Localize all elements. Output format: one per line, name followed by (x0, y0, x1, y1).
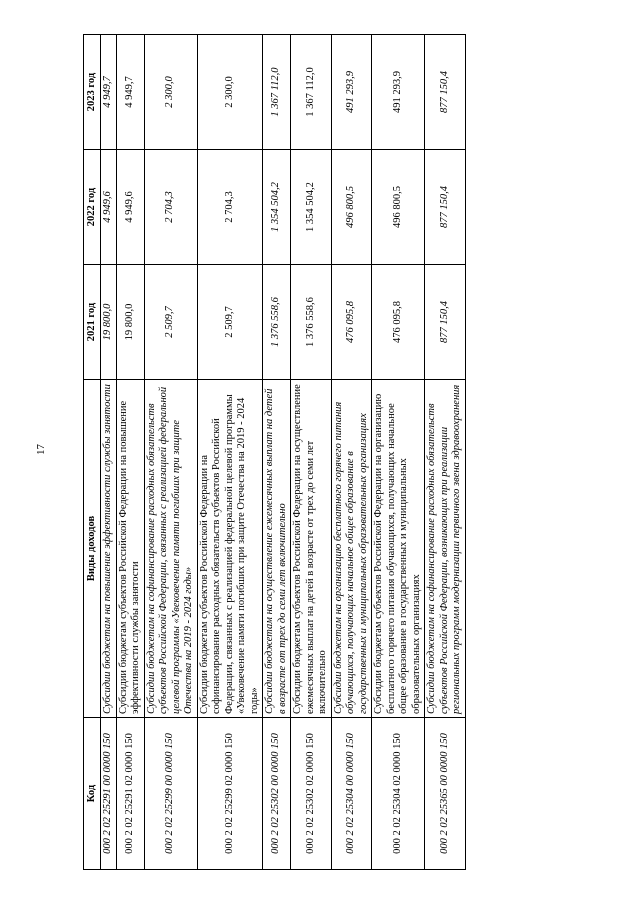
row-name: Субсидии бюджетам на организацию бесплатного горячего питания обучающихся, получающих начальное общее образование в государственных и муниципальных образовательных организациях (331, 380, 372, 718)
row-2022: 4 949,6 (101, 150, 117, 265)
row-2023: 491 293,9 (331, 35, 372, 150)
row-2022: 496 800,5 (372, 150, 425, 265)
header-code: Код (84, 718, 101, 870)
table-row (291, 35, 332, 870)
row-2023: 1 367 112,0 (291, 35, 332, 150)
row-code: 000 2 02 25299 02 0000 150 (197, 718, 263, 870)
row-name: Субсидии бюджетам на софинансирование расходных обязательств субъектов Российской Федерации, связанных с реализацией федеральной целевой программы «Увековечение памяти погибших при защите Отечества на 2019 - 2024 годы» (144, 380, 197, 718)
row-2021: 2 509,7 (144, 265, 197, 380)
page-number: 17 (35, 444, 47, 455)
table-row (144, 35, 197, 870)
row-code: 000 2 02 25291 02 0000 150 (116, 718, 144, 870)
row-2023: 4 949,7 (101, 35, 117, 150)
row-name: Субсидии бюджетам на повышение эффективности службы занятости (101, 380, 117, 718)
row-2022: 2 704,3 (144, 150, 197, 265)
row-2022: 877 150,4 (425, 150, 466, 265)
row-2021: 1 376 558,6 (263, 265, 291, 380)
row-2022: 4 949,6 (116, 150, 144, 265)
header-income-type: Виды доходов (84, 380, 101, 718)
row-2021: 2 509,7 (197, 265, 263, 380)
table-row (425, 35, 466, 870)
row-code: 000 2 02 25304 00 0000 150 (331, 718, 372, 870)
table-row (116, 35, 144, 870)
row-name: Субсидии бюджетам субъектов Российской Федерации на повышение эффективности службы занятости (116, 380, 144, 718)
row-2021: 19 800,0 (116, 265, 144, 380)
row-code: 000 2 02 25304 02 0000 150 (372, 718, 425, 870)
row-2023: 1 367 112,0 (263, 35, 291, 150)
table-row (101, 35, 117, 870)
header-2022: 2022 год (84, 150, 101, 265)
row-2021: 19 800,0 (101, 265, 117, 380)
row-2023: 4 949,7 (116, 35, 144, 150)
row-2022: 1 354 504,2 (291, 150, 332, 265)
row-name: Субсидии бюджетам на софинансирование расходных обязательств субъектов Российской Федерации, возникающих при реализации региональных программ модернизации первичного звена здравоохранения (425, 380, 466, 718)
row-name: Субсидии бюджетам субъектов Российской Федерации на софинансирование расходных обязательств субъектов Российской Федерации, связанных с реализацией федеральной целевой программы «Увековечение памяти погибших при защите Отечества на 2019 - 2024 годы» (197, 380, 263, 718)
row-code: 000 2 02 25302 02 0000 150 (291, 718, 332, 870)
row-2022: 496 800,5 (331, 150, 372, 265)
row-code: 000 2 02 25365 00 0000 150 (425, 718, 466, 870)
row-name: Субсидии бюджетам субъектов Российской Федерации на организацию бесплатного горячего питания обучающихся, получающих начальное общее образование в государственных и муниципальных образовательных организациях (372, 380, 425, 718)
table-row (263, 35, 291, 870)
table-frame (83, 35, 608, 870)
table-header-row (84, 35, 101, 870)
row-2021: 476 095,8 (372, 265, 425, 380)
table-row (372, 35, 425, 870)
table-row (331, 35, 372, 870)
income-table (83, 34, 466, 870)
header-2021: 2021 год (84, 265, 101, 380)
row-2022: 2 704,3 (197, 150, 263, 265)
header-2023: 2023 год (84, 35, 101, 150)
row-2021: 476 095,8 (331, 265, 372, 380)
row-2023: 2 300,0 (144, 35, 197, 150)
rotated-table-area (83, 35, 608, 870)
row-2023: 877 150,4 (425, 35, 466, 150)
row-2021: 877 150,4 (425, 265, 466, 380)
row-2022: 1 354 504,2 (263, 150, 291, 265)
row-code: 000 2 02 25291 00 0000 150 (101, 718, 117, 870)
row-2023: 2 300,0 (197, 35, 263, 150)
row-code: 000 2 02 25302 00 0000 150 (263, 718, 291, 870)
row-2021: 1 376 558,6 (291, 265, 332, 380)
row-2023: 491 293,9 (372, 35, 425, 150)
table-row (197, 35, 263, 870)
row-code: 000 2 02 25299 00 0000 150 (144, 718, 197, 870)
row-name: Субсидии бюджетам субъектов Российской Федерации на осуществление ежемесячных выплат на детей в возрасте от трех до семи лет включительно (291, 380, 332, 718)
row-name: Субсидии бюджетам на осуществление ежемесячных выплат на детей в возрасте от трех до семи лет включительно (263, 380, 291, 718)
